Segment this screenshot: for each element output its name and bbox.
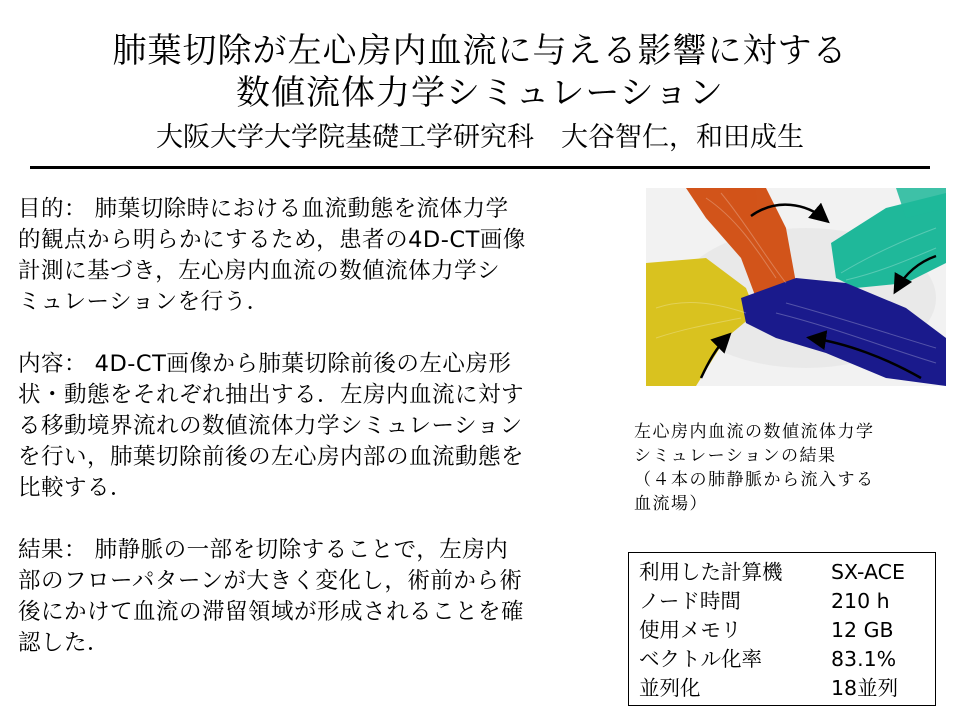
section-line: 結果： 肺静脈の一部を切除することで，左房内	[18, 537, 509, 563]
stats-value: 210 h	[831, 589, 890, 613]
stats-value: 18並列	[831, 676, 899, 700]
caption-line: 左心房内血流の数値流体力学	[634, 422, 875, 442]
stats-label: ベクトル化率	[639, 647, 762, 671]
stats-row	[639, 558, 935, 587]
section-line: 計測に基づき，左心房内血流の数値流体力学シ	[18, 258, 501, 284]
caption-line: シミュレーションの結果	[634, 446, 837, 466]
section-line: 部のフローパターンが大きく変化し，術前から術	[18, 568, 523, 594]
stats-row	[639, 645, 935, 674]
section-line: 認した．	[18, 630, 111, 656]
stats-label: 利用した計算機	[639, 560, 783, 584]
section-line: 状・動態をそれぞれ抽出する．左房内血流に対す	[18, 382, 525, 408]
section-line: 後にかけて血流の滞留領域が形成されることを確	[18, 599, 525, 625]
body-text	[18, 194, 618, 659]
section-line: 比較する．	[18, 475, 134, 501]
section-line: 内容： 4D-CT画像から肺葉切除前後の左心房形	[18, 351, 512, 377]
stats-label: 並列化	[639, 676, 701, 700]
authors: 大阪大学大学院基礎工学研究科 大谷智仁，和田成生	[156, 122, 804, 153]
caption-line: （４本の肺静脈から流入する	[634, 470, 875, 490]
section-result	[18, 535, 618, 659]
stats-label: 使用メモリ	[639, 618, 742, 642]
stats-row	[639, 616, 935, 645]
caption-line: 血流場）	[634, 494, 708, 514]
title-line-2: 数値流体力学シミュレーション	[236, 73, 724, 113]
title-divider	[30, 166, 930, 169]
section-line: を行い，肺葉切除前後の左心房内部の血流動態を	[18, 444, 525, 470]
figure-caption	[634, 420, 934, 516]
stats-row	[639, 674, 935, 703]
computation-stats-box	[628, 552, 936, 706]
section-purpose	[18, 194, 618, 318]
blood-flow-visualization	[646, 188, 946, 386]
simulation-figure	[646, 188, 946, 386]
section-line: 目的： 肺葉切除時における血流動態を流体力学	[18, 196, 509, 222]
stats-row	[639, 587, 935, 616]
stats-value: SX-ACE	[831, 560, 905, 584]
section-line: る移動境界流れの数値流体力学シミュレーション	[18, 413, 523, 439]
stats-value: 12 GB	[831, 618, 894, 642]
stats-value: 83.1%	[831, 647, 897, 671]
section-line: 的観点から明らかにするため，患者の4D-CT画像	[18, 227, 526, 253]
title-line-1: 肺葉切除が左心房内血流に与える影響に対する	[112, 31, 848, 71]
section-content	[18, 349, 618, 504]
stats-label: ノード時間	[639, 589, 741, 613]
slide-title	[0, 30, 960, 114]
section-line: ミュレーションを行う．	[18, 289, 270, 315]
